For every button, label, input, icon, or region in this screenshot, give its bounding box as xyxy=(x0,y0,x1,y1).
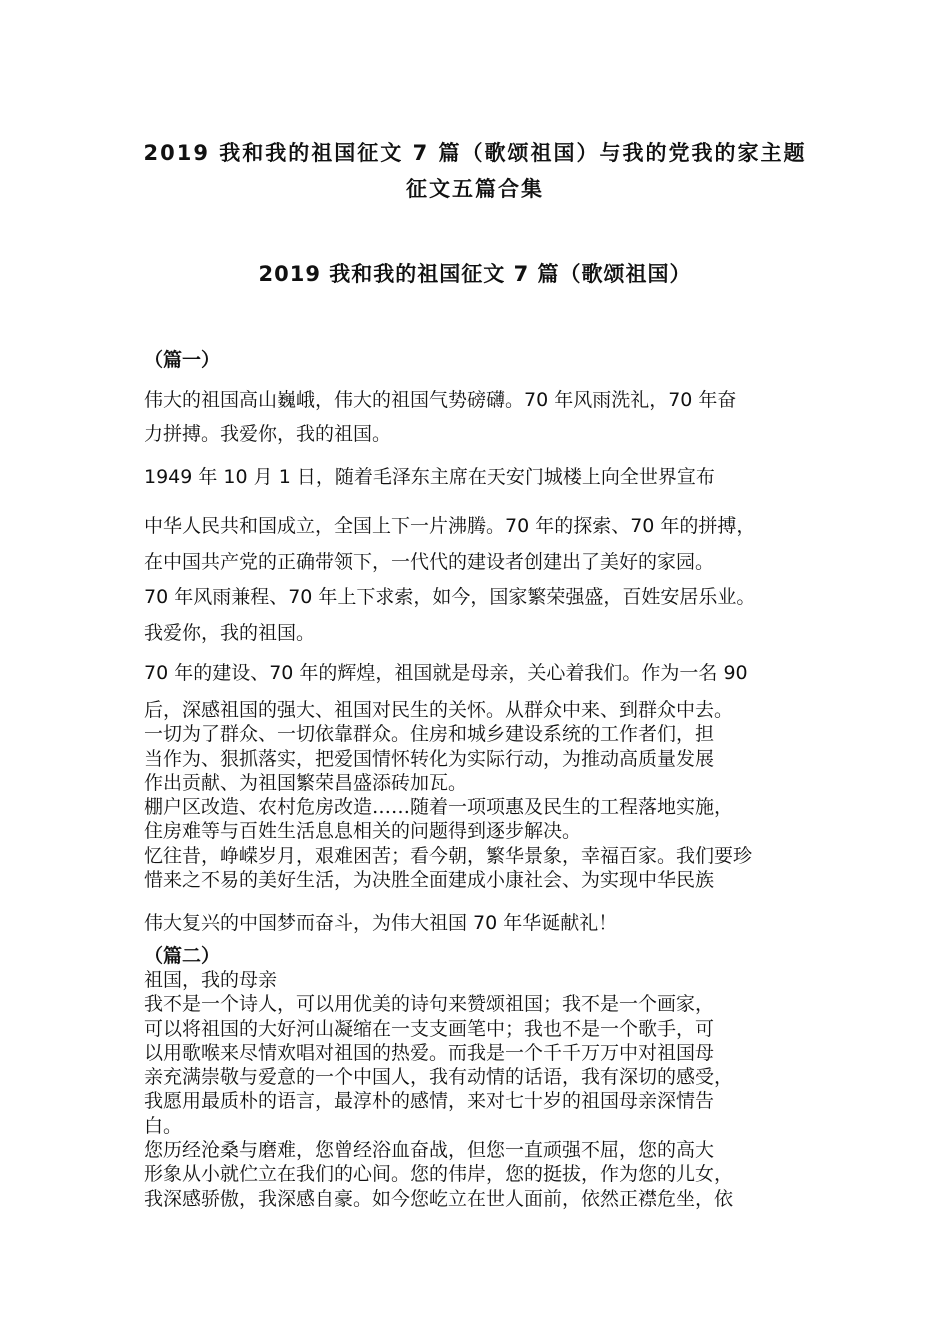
paragraph-2 xyxy=(144,460,824,494)
paragraph-line: 白。 xyxy=(144,1114,183,1137)
paragraph-line: 我深感骄傲，我深感自豪。如今您屹立在世人面前，依然正襟危坐，依 xyxy=(144,1187,734,1210)
title-line-1: 2019 我和我的祖国征文 7 篇（歌颂祖国）与我的党我的家主题 xyxy=(143,141,807,165)
paragraph-line: 我爱你，我的祖国。 xyxy=(144,621,316,644)
paragraph-line: 中华人民共和国成立，全国上下一片沸腾。70 年的探索、70 年的拼搏， xyxy=(144,515,756,537)
paragraph-4 xyxy=(144,656,824,690)
paragraph-line: 棚户区改造、农村危房改造……随着一项项惠及民生的工程落地实施， xyxy=(144,796,734,819)
paragraph-line: 70 年的建设、70 年的辉煌，祖国就是母亲，关心着我们。作为一名 90 xyxy=(144,662,748,684)
paragraph-line: 力拼搏。我爱你，我的祖国。 xyxy=(144,423,392,445)
document-title xyxy=(120,135,830,207)
paragraph-line: 在中国共产党的正确带领下，一代代的建设者创建出了美好的家园。 xyxy=(144,550,715,573)
paragraph-6 xyxy=(144,906,824,940)
paragraph-line: 祖国，我的母亲 xyxy=(144,969,278,991)
paragraph-line: 一切为了群众、一切依靠群众。住房和城乡建设系统的工作者们，担 xyxy=(144,723,715,746)
paragraph-line: 我愿用最质朴的语言，最淳朴的感情，来对七十岁的祖国母亲深情告 xyxy=(144,1090,715,1113)
section-title: 2019 我和我的祖国征文 7 篇（歌颂祖国） xyxy=(258,262,692,286)
paragraph-line: 后，深感祖国的强大、祖国对民生的关怀。从群众中来、到群众中去。 xyxy=(144,699,734,721)
paragraph-line: 当作为、狠抓落实，把爱国情怀转化为实际行动，为推动高质量发展 xyxy=(144,747,715,770)
paragraph-line: 惜来之不易的美好生活，为决胜全面建成小康社会、为实现中华民族 xyxy=(144,869,715,892)
paragraph-line: 住房难等与百姓生活息息相关的问题得到逐步解决。 xyxy=(144,820,582,843)
section-heading-2: （篇二） xyxy=(144,945,221,967)
paragraph-line: 作出贡献、为祖国繁荣昌盛添砖加瓦。 xyxy=(144,771,468,794)
paragraph-line: 1949 年 10 月 1 日，随着毛泽东主席在天安门城楼上向全世界宣布 xyxy=(144,466,715,488)
paragraph-line: 伟大的祖国高山巍峨，伟大的祖国气势磅礴。70 年风雨洗礼，70 年奋 xyxy=(144,389,737,411)
paragraph-5 xyxy=(144,698,824,892)
paragraph-line: 亲充满崇敬与爱意的一个中国人，我有动情的话语，我有深切的感受， xyxy=(144,1066,734,1089)
paragraph-1 xyxy=(144,383,824,451)
paragraph-7 xyxy=(144,968,824,1211)
paragraph-line: 70 年风雨兼程、70 年上下求索，如今，国家繁荣强盛，百姓安居乐业。 xyxy=(144,586,756,608)
paragraph-line: 以用歌喉来尽情欢唱对祖国的热爱。而我是一个千千万万中对祖国母 xyxy=(144,1041,715,1064)
section-heading-1: （篇一） xyxy=(144,349,221,371)
paragraph-3 xyxy=(144,509,824,651)
paragraph-line: 可以将祖国的大好河山凝缩在一支支画笔中；我也不是一个歌手，可 xyxy=(144,1017,715,1040)
paragraph-line: 忆往昔，峥嵘岁月，艰难困苦；看今朝，繁华景象，幸福百家。我们要珍 xyxy=(144,844,753,867)
paragraph-line: 形象从小就伫立在我们的心间。您的伟岸，您的挺拔，作为您的儿女， xyxy=(144,1163,734,1186)
paragraph-line: 我不是一个诗人，可以用优美的诗句来赞颂祖国；我不是一个画家， xyxy=(144,993,715,1016)
title-line-2: 征文五篇合集 xyxy=(406,177,544,201)
paragraph-line: 您历经沧桑与磨难，您曾经浴血奋战，但您一直顽强不屈，您的高大 xyxy=(144,1139,715,1162)
paragraph-line: 伟大复兴的中国梦而奋斗，为伟大祖国 70 年华诞献礼！ xyxy=(144,912,618,934)
